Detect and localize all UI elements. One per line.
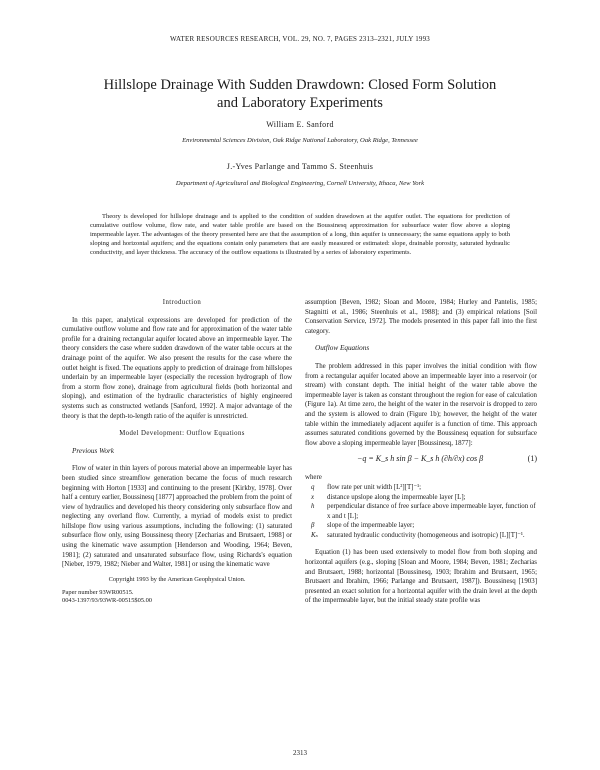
equation-number: (1): [527, 454, 537, 464]
introduction-heading: Introduction: [162, 299, 202, 306]
copyright-block: [62, 576, 292, 605]
symbol: β: [311, 522, 315, 530]
author-2: J.-Yves Parlange and Tammo S. Steenhuis: [226, 162, 374, 171]
symbol: Kₛ: [311, 531, 318, 539]
abstract: [90, 213, 510, 258]
symbol-definition: flow rate per unit width [L²][T]⁻¹;: [327, 483, 422, 491]
continuation-paragraph: assumption [Beven, 1982; Sloan and Moore, 1984; Hurley and Pantelis, 1985; Stagnitti et al., 1986; Steenhuis et al., 1988]; and (3) empirical relations [Soil Conservation Service, 1972]. The models presented in this paper fall into the first category.: [305, 299, 537, 335]
symbol-row: [305, 483, 537, 493]
symbol-row: [305, 521, 537, 531]
symbol-definition: saturated hydraulic conductivity (homogeneous and isotropic) [L][T]⁻¹.: [327, 531, 525, 539]
symbol-definition: distance upslope along the impermeable layer [L];: [327, 493, 466, 501]
symbol: h: [311, 503, 315, 511]
page-number: 2313: [293, 749, 307, 757]
title-line-1: Hillslope Drainage With Sudden Drawdown: Closed Form Solution: [103, 77, 497, 93]
copyright-line: Copyright 1993 by the American Geophysical Union.: [108, 575, 246, 583]
introduction-paragraph: In this paper, analytical expressions are developed for prediction of the cumulative outflow volume and flow rate and for approximation of the water table profile for a draining rectangular aquifer located above an impermeable layer. The theory considers the case where sudden drawdown of the water table occurs at the drainage point of the aquifer. We also present the results for the case where the outlet height is fixed. The equations apply to prediction of drainage from hillslopes underlain by an impermeable layer (especially the recession hydrograph of flow from a storm flow zone), drainage from agricultural fields (both horizontal and sloping), and estimation of the hydraulic characteristics of highly engineered systems such as constructed wetlands [Sanford, 1992]. A major advantage of the theory is that the depth-to-length ratio of the aquifer is unrestricted.: [62, 316, 292, 420]
paper-number: Paper number 93WR00515.: [62, 588, 134, 596]
right-column: [305, 298, 537, 606]
symbol-row: [305, 493, 537, 503]
title-line-2: and Laboratory Experiments: [217, 95, 383, 111]
paper-title: [60, 76, 540, 112]
abstract-text: Theory is developed for hillslope drainage and is applied to the condition of sudden drawdown at the aquifer outlet. The equations for prediction of cumulative outflow volume, flow rate, and water table profile are based on the Boussinesq approximation for subsurface water flow above a sloping impermeable layer. The advantages of the theory presented here are that the assumption of a long, thin aquifer is unnecessary; the same equations apply to both sloping and horizontal aquifers; and the equations contain only parameters that are easily measured or estimated: slope, drainable porosity, saturated hydraulic conductivity, and layer thickness. The accuracy of the outflow equations is illustrated by a series of laboratory experiments.: [90, 213, 510, 256]
previous-work-paragraph: Flow of water in thin layers of porous material above an impermeable layer has been studied since streamflow generation became the focus of much research beginning with Horton [1933] and continuing to the present [Kirkby, 1978]. Over half a century earlier, Boussinesq [1877] approached the problem from the point of view of hydraulics and developed his theory considering only subsurface flow and neglecting any overland flow. Currently, a myriad of models exist to predict hillslope flow using various assumptions, including the following: (1) saturated subsurface flow only, using Boussinesq theory [Zecharias and Brutsaert, 1988] or using the kinematic wave assumption [Henderson and Wooding, 1964; Beven, 1981]; (2) saturated and unsaturated subsurface flow, using Richards's equation [Nieber, 1979, 1982; Nieber and Walter, 1981] or using the kinematic wave: [62, 465, 292, 569]
running-head: WATER RESOURCES RESEARCH, VOL. 29, NO. 7, PAGES 2313–2321, JULY 1993: [170, 35, 430, 43]
section-heading: Model Development: Outflow Equations: [119, 430, 245, 438]
previous-work-heading: Previous Work: [72, 446, 114, 455]
symbol-row: [305, 502, 537, 521]
left-column: [62, 298, 292, 605]
affiliation-2: Department of Agricultural and Biological Engineering, Cornell University, Ithaca, New York: [175, 180, 425, 187]
symbol: x: [311, 493, 315, 501]
equation-1: [305, 448, 537, 470]
author-1: William E. Sanford: [266, 120, 334, 129]
symbol: q: [311, 483, 315, 491]
after-symbols-paragraph: Equation (1) has been used extensively to model flow from both sloping and horizontal aquifers (e.g., sloping [Sloan and Moore, 1984; Beven, 1981; Zecharias and Brutsaert, 1988; horizontal [Boussinesq, 1903; Ibrahim and Brutsaert, 1965; Brutsaert and Ibrahim, 1966; Parlange and Brutsaert, 1987]). Boussinesq [1903] presented an exact solution for a horizontal aquifer with the drain level at the depth of the impermeable layer, but the initial steady state profile was: [305, 549, 537, 605]
symbol-definition: slope of the impermeable layer;: [327, 522, 415, 530]
outflow-equations-heading: Outflow Equations: [315, 344, 370, 353]
affiliation-1: Environmental Sciences Division, Oak Ridge National Laboratory, Oak Ridge, Tennessee: [182, 137, 418, 144]
issn-line: 0043-1397/93/93WR-00515$05.00: [62, 596, 152, 604]
outflow-paragraph: The problem addressed in this paper involves the initial condition with flow from a rectangular aquifer located above an impermeable layer into a reservoir (or stream) with constant depth. The initial height of the water table above the impermeable layer is taken as constant throughout the region for ease of calculation (Figure 1a). At time zero, the height of the water in the reservoir is dropped to zero and the system is allowed to drain (Figure 1b); however, the height of the water table within the immediately adjacent aquifer is a function of time. This approach assumes saturated conditions governed by the Boussinesq equation for subsurface flow above a sloping impermeable layer [Boussinesq, 1877]:: [305, 362, 537, 447]
symbol-list: [305, 483, 537, 541]
symbol-definition: perpendicular distance of free surface above impermeable layer, function of x and t [L];: [327, 503, 536, 520]
where-label: where: [305, 474, 322, 482]
symbol-row: [305, 531, 537, 541]
equation-body: −q = K_s h sin β − K_s h (∂h/∂x) cos β: [357, 454, 484, 464]
